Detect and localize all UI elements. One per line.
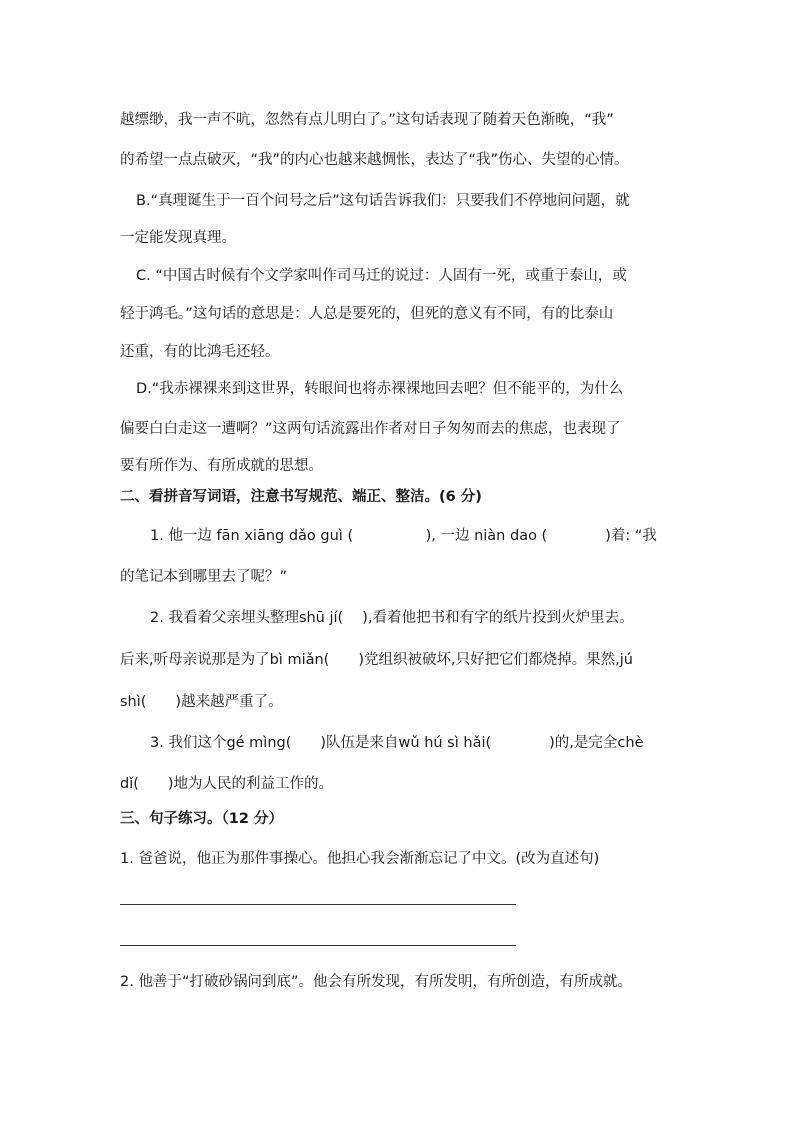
option-b-line: B.“真理诞生于一百个问号之后”这句话告诉我们：只要我们不停地问问题，就	[136, 193, 630, 209]
answer-line[interactable]	[120, 904, 516, 905]
passage-line: 越缥缈，我一声不吭，忽然有点儿明白了。”这句话表现了随着天色渐晚，“我”	[120, 112, 614, 128]
passage-line: 要有所作为、有所成就的思想。	[120, 458, 323, 474]
pinyin-question-2: 2. 我看着父亲埋头整理shū jí( ),看着他把书和有字的纸片投到火炉里去。	[150, 610, 634, 626]
passage-line: 一定能发现真理。	[120, 230, 236, 246]
section-2-heading: 二、看拼音写词语，注意书写规范、端正、整洁。(6 分)	[120, 489, 482, 505]
sentence-question-2: 2. 他善于“打破砂锅问到底”。他会有所发现，有所发明，有所创造，有所成就。	[120, 974, 632, 990]
pinyin-question-3: 3. 我们这个gé mìng( )队伍是来自wǔ hú sì hǎi( )的,是完全chè	[150, 735, 644, 751]
pinyin-question-1: 1. 他一边 fān xiāng dǎo guì ( ), 一边 niàn dao ( )着: “我	[150, 528, 657, 544]
answer-line[interactable]	[120, 945, 516, 946]
pinyin-question-line: dǐ( )地为人民的利益工作的。	[120, 776, 334, 792]
passage-line: 的希望一点点破灭，“我”的内心也越来越惆怅，表达了“我”伤心、失望的心情。	[120, 152, 629, 168]
passage-line: 偏要白白走这一遭啊？”这两句话流露出作者对日子匆匆而去的焦虑，也表现了	[120, 421, 621, 437]
section-3-heading: 三、句子练习。（12 分）	[120, 811, 283, 827]
pinyin-question-line: 的笔记本到哪里去了呢？”	[120, 569, 288, 585]
passage-line: 还重，有的比鸿毛还轻。	[120, 344, 280, 360]
pinyin-question-line: shì( )越来越严重了。	[120, 694, 283, 710]
option-c-line: C. “中国古时候有个文学家叫作司马迁的说过：人固有一死，或重于泰山，或	[136, 268, 627, 284]
sentence-question-1: 1. 爸爸说，他正为那件事操心。他担心我会渐渐忘记了中文。(改为直述句)	[120, 851, 600, 867]
passage-line: 轻于鸿毛。”这句话的意思是：人总是要死的，但死的意义有不同，有的比泰山	[120, 306, 614, 322]
pinyin-question-line: 后来,听母亲说那是为了bì miǎn( )党组织被破坏,只好把它们都烧掉。果然,jú	[120, 652, 633, 668]
option-d-line: D.“我赤裸裸来到这世界，转眼间也将赤裸裸地回去吧？但不能平的，为什么	[136, 381, 624, 397]
